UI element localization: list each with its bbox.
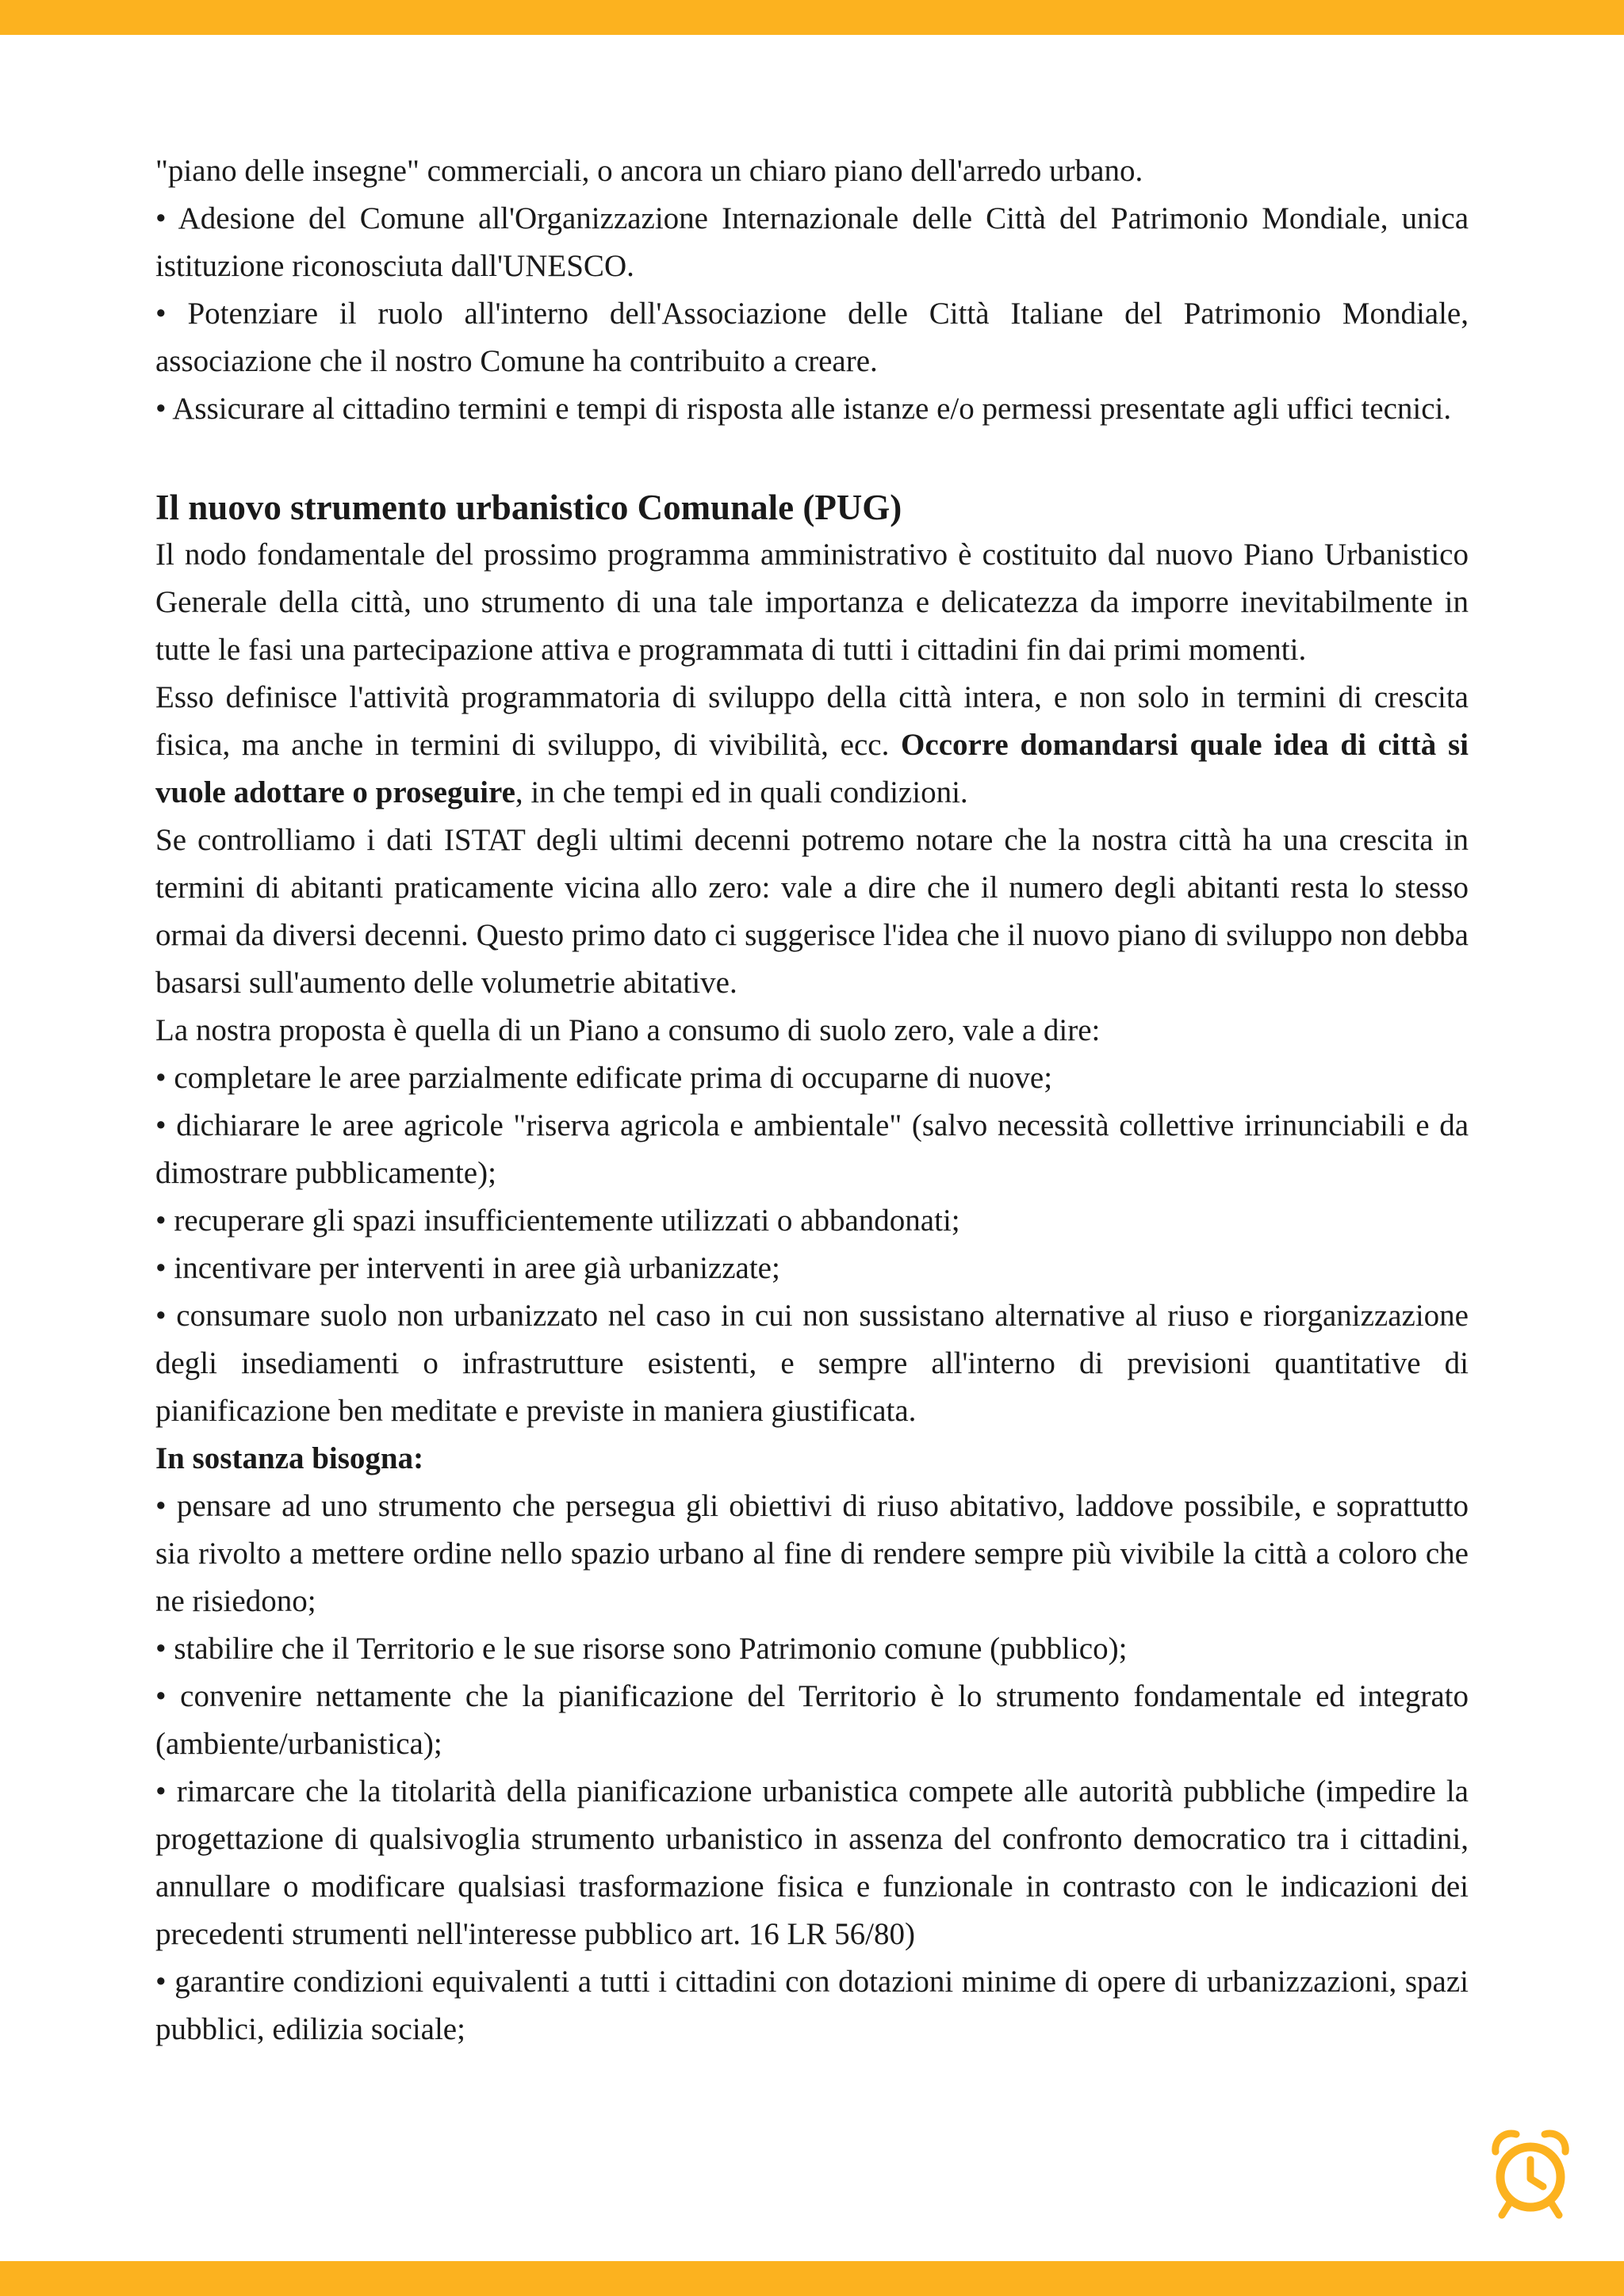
paragraph: Se controlliamo i dati ISTAT degli ultimi decenni potremo notare che la nostra città ha una crescita in termini di abitanti praticamente vicina allo zero: vale a dire che il numero degli abitanti resta lo stesso ormai da diversi decenni. Questo primo dato ci suggerisce l'idea che il nuovo piano di sviluppo non debba basarsi sull'aumento delle volumetrie abitative.	[155, 823, 1469, 1000]
bullet-item: • Adesione del Comune all'Organizzazione Internazionale delle Città del Patrimonio Mondiale, unica istituzione riconosciuta dall'UNESCO.	[155, 201, 1469, 283]
bottom-color-band	[0, 2261, 1624, 2296]
subheading: In sostanza bisogna:	[155, 1441, 424, 1475]
paragraph: Il nodo fondamentale del prossimo programma amministrativo è costituito dal nuovo Piano Urbanistico Generale della città, uno strumento di una tale importanza e delicatezza da imporre inevitabilmente in tutte le fasi una partecipazione attiva e programmata di tutti i cittadini fin dai primi momenti.	[155, 538, 1469, 667]
bullet-item: • stabilire che il Territorio e le sue risorse sono Patrimonio comune (pubblico);	[155, 1632, 1128, 1666]
bullet-item: • completare le aree parzialmente edificate prima di occuparne di nuove;	[155, 1061, 1053, 1095]
bullet-item: • rimarcare che la titolarità della pianificazione urbanistica compete alle autorità pubbliche (impedire la progettazione di qualsivoglia strumento urbanistico in assenza del confronto democratico tra i cittadini, annullare o modificare qualsiasi trasformazione fisica e funzionale in contrasto con le indicazioni dei precedenti strumenti nell'interesse pubblico art. 16 LR 56/80)	[155, 1774, 1469, 1951]
bullet-item: • garantire condizioni equivalenti a tutti i cittadini con dotazioni minime di opere di urbanizzazioni, spazi pubblici, edilizia sociale;	[155, 1965, 1469, 2046]
paragraph-bold-text: Occorre domandarsi quale idea di città si vuole adottare o proseguire	[155, 728, 1469, 809]
paragraph	[155, 674, 1469, 817]
bullet-item: • convenire nettamente che la pianificazione del Territorio è lo strumento fondamentale ed integrato (ambiente/urbanistica);	[155, 1679, 1469, 1761]
paragraph-text: Esso definisce l'attività programmatoria di sviluppo della città intera, e non solo in termini di crescita fisica, ma anche in termini di sviluppo, di vivibilità, ecc.	[155, 680, 1469, 762]
bullet-item: • consumare suolo non urbanizzato nel caso in cui non sussistano alternative al riuso e riorganizzazione degli insediamenti o infrastrutture esistenti, e sempre all'interno di previsioni quantitative di pianificazione ben meditate e previste in maniera giustificata.	[155, 1299, 1469, 1428]
page-content	[155, 147, 1469, 2053]
continuation-line: "piano delle insegne" commerciali, o ancora un chiaro piano dell'arredo urbano.	[155, 154, 1143, 188]
alarm-clock-icon	[1484, 2128, 1576, 2220]
bullet-item: • pensare ad uno strumento che persegua gli obiettivi di riuso abitativo, laddove possibile, e soprattutto sia rivolto a mettere ordine nello spazio urbano al fine di rendere sempre più vivibile la città a coloro che ne risiedono;	[155, 1489, 1469, 1618]
section-heading: Il nuovo strumento urbanistico Comunale (PUG)	[155, 488, 902, 527]
bullet-item: • recuperare gli spazi insufficientemente utilizzati o abbandonati;	[155, 1203, 960, 1238]
paragraph: La nostra proposta è quella di un Piano a consumo di suolo zero, vale a dire:	[155, 1013, 1101, 1047]
top-color-band	[0, 0, 1624, 35]
bullet-item: • Assicurare al cittadino termini e tempi di risposta alle istanze e/o permessi presentate agli uffici tecnici.	[155, 392, 1452, 426]
bullet-item: • Potenziare il ruolo all'interno dell'Associazione delle Città Italiane del Patrimonio Mondiale, associazione che il nostro Comune ha contribuito a creare.	[155, 297, 1469, 378]
bullet-item: • dichiarare le aree agricole "riserva agricola e ambientale" (salvo necessità collettive irrinunciabili e da dimostrare pubblicamente);	[155, 1108, 1469, 1190]
paragraph-text: , in che tempi ed in quali condizioni.	[515, 775, 968, 809]
bullet-item: • incentivare per interventi in aree già urbanizzate;	[155, 1251, 780, 1285]
alarm-clock-shape	[1496, 2133, 1565, 2215]
